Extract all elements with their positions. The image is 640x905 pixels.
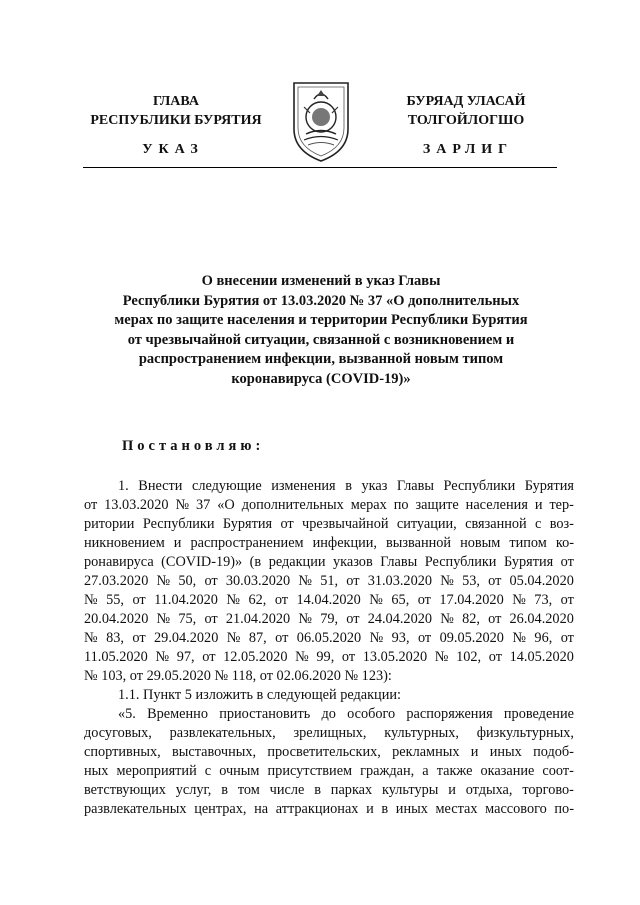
body-word: 83, [106, 630, 124, 646]
body-word: ронавируса [84, 554, 154, 570]
body-word: иных [489, 744, 522, 760]
body-word: особого [347, 706, 396, 722]
body-word: в [314, 782, 321, 798]
body-line [84, 781, 574, 800]
body-word: от [488, 649, 502, 665]
document-title [106, 272, 536, 389]
body-word: 99, [316, 649, 335, 665]
body-word: 06.05.2020 [296, 630, 362, 646]
body-word: Временно [147, 706, 208, 722]
body-word: № [440, 611, 454, 627]
body-word: № [298, 573, 313, 589]
body-word: 29.04.2020 [154, 630, 219, 646]
body-word: соот- [542, 763, 574, 779]
body-word: Бурятия [503, 554, 554, 570]
body-word: от [204, 611, 218, 627]
body-word: ритории [84, 516, 135, 532]
body-word: 97, [176, 649, 195, 665]
body-word: 14.04.2020 [296, 592, 361, 608]
body-word: Бурятия [222, 516, 273, 532]
body-word: от [341, 649, 356, 665]
decree-word: Постановляю: [122, 438, 265, 454]
header-divider [83, 167, 557, 168]
title-line: мерах по защите населения и территории Республики Бурятия [114, 312, 528, 328]
body-word: культурных, [384, 725, 459, 741]
header-left-line1: ГЛАВА [153, 94, 199, 109]
body-word: до [321, 706, 336, 722]
body-word: указ [361, 478, 388, 494]
body-word: (COVID-19)» [161, 554, 243, 570]
body-line [84, 515, 574, 534]
body-word: № [434, 649, 449, 665]
header-right-line1: БУРЯАД УЛАСАЙ [406, 94, 526, 109]
body-line [84, 629, 574, 648]
body-word: массового [485, 801, 547, 817]
header-left-line2: РЕСПУБЛИКИ БУРЯТИЯ [90, 113, 262, 128]
body-word: с [204, 763, 212, 779]
body-word: 87, [248, 630, 267, 646]
body-word: а [422, 763, 429, 779]
body-word: 30.03.2020 [225, 573, 291, 589]
body-word: от [280, 516, 294, 532]
body-word: 21.04.2020 [225, 611, 291, 627]
body-word: № [175, 497, 190, 513]
body-word: том [237, 782, 260, 798]
body-word: «О [217, 497, 235, 513]
body-word: и [448, 782, 456, 798]
body-word: и [470, 744, 479, 760]
body-word: 82, [462, 611, 480, 627]
body-word: с [535, 516, 542, 532]
body-word: № [156, 611, 171, 627]
body-word: Республики [443, 478, 516, 494]
body-word: 73, [534, 592, 553, 608]
body-word: и [534, 497, 543, 513]
body-word: № [369, 592, 383, 608]
body-word: и [173, 535, 182, 551]
body-line [84, 648, 574, 667]
coat-of-arms-icon [290, 77, 352, 163]
body-word: № [84, 592, 98, 608]
body-word: редакции [268, 554, 326, 570]
body-word: 13.03.2020 [104, 497, 169, 513]
body-word: (в [249, 554, 262, 570]
body-word: № [84, 630, 98, 646]
body-word: № [155, 649, 170, 665]
body-word: № [369, 630, 384, 646]
body-word: Бурятия [524, 478, 574, 494]
body-word: мероприятий [116, 763, 197, 779]
body-word: аттракционах [275, 801, 359, 817]
body-word: чрезвычайной [302, 516, 389, 532]
body-word: 27.03.2020 [84, 573, 149, 589]
body-word: подоб- [533, 744, 574, 760]
body-line [84, 800, 574, 819]
body-word: услуг, [175, 782, 212, 798]
body-word: № [156, 573, 171, 589]
title-line: распространением инфекции, вызванной новым типом [138, 351, 504, 367]
body-word: центрах, [194, 801, 247, 817]
body-word: тер- [549, 497, 574, 513]
body-word: 51, [320, 573, 339, 589]
body-word: от [560, 630, 574, 646]
body-word: 31.03.2020 [367, 573, 433, 589]
body-word: № [512, 592, 526, 608]
body-word: «5. [118, 706, 136, 722]
body-word: оказание [480, 763, 535, 779]
body-word: от [204, 573, 218, 589]
body-word: в [381, 801, 389, 817]
body-word: 17.04.2020 [439, 592, 504, 608]
body-word: 05.04.2020 [509, 573, 574, 589]
body-word: от [488, 611, 502, 627]
title-line: Республики Бурятия от 13.03.2020 № 37 «О дополнительных [122, 292, 520, 309]
body-word: проведение [503, 706, 574, 722]
body-word: зрелищных, [293, 725, 367, 741]
body-word: по [393, 497, 409, 513]
body-word: распространением [190, 535, 304, 551]
body-word: следующие [191, 478, 262, 494]
body-word: и [366, 801, 374, 817]
body-word: ветствующих [84, 782, 166, 798]
body-word: от [275, 630, 289, 646]
body-word: рекламных [392, 744, 460, 760]
body-word: 1. [118, 478, 129, 494]
body-word: 65, [391, 592, 410, 608]
body-word: дополнительных [241, 497, 344, 513]
header-right-title [378, 92, 554, 130]
body-word: 62, [248, 592, 267, 608]
body-word: № [226, 630, 241, 646]
body-word: присутствием [267, 763, 353, 779]
body-word: досуговых, [84, 725, 152, 741]
body-word: от [84, 497, 98, 513]
body-word: от [417, 592, 431, 608]
body-word: выставочных, [172, 744, 257, 760]
body-word: 37 [196, 497, 211, 513]
body-word: от [417, 630, 432, 646]
body-word: от [488, 573, 502, 589]
title-line: коронавируса (COVID-19)» [231, 370, 411, 387]
body-word: распоряжения [406, 706, 493, 722]
body-word: Республики [424, 554, 497, 570]
header-left-title [88, 92, 264, 130]
body-word: от [132, 592, 146, 608]
body-word: от [132, 630, 146, 646]
body-word: воз- [549, 516, 574, 532]
body-line [84, 743, 574, 762]
body-word: 96, [534, 630, 553, 646]
body-line [84, 572, 574, 591]
body-word: очным [219, 763, 260, 779]
body-word: 09.05.2020 [439, 630, 504, 646]
body-word: населения [465, 497, 528, 513]
body-word: № [440, 573, 454, 589]
body-word: 75, [178, 611, 197, 627]
body-word: 11.05.2020 [84, 649, 148, 665]
body-line [84, 724, 574, 743]
body-word: от [346, 573, 360, 589]
body-word: изменения [271, 478, 336, 494]
body-word: от [560, 592, 574, 608]
title-line: от чрезвычайной ситуации, связанной с возникновением и [127, 331, 515, 348]
body-word: № [512, 630, 526, 646]
body-word: иных [395, 801, 428, 817]
body-word: в [221, 782, 228, 798]
body-word: 12.05.2020 [223, 649, 288, 665]
body-word: парках [330, 782, 373, 798]
body-word: на [254, 801, 269, 817]
body-line [84, 477, 574, 496]
body-word: числе [269, 782, 305, 798]
body-word: мерах [350, 497, 387, 513]
body-word: развлекательных, [169, 725, 276, 741]
body-word: 11.04.2020 [154, 592, 218, 608]
body-word: 79, [320, 611, 339, 627]
zarlig-label: ЗАРЛИГ [422, 142, 514, 157]
body-word: Главы [380, 554, 418, 570]
body-word: новым [460, 535, 501, 551]
body-word: 26.04.2020 [509, 611, 574, 627]
body-line [84, 762, 574, 781]
body-word: спортивных, [84, 744, 161, 760]
body-word: ных [84, 763, 109, 779]
body-word: 102, [456, 649, 482, 665]
body-word: культуры [382, 782, 439, 798]
body-word: местах [435, 801, 478, 817]
body-word: 53, [462, 573, 480, 589]
document-body [84, 477, 574, 819]
ukaz-label: УКАЗ [142, 142, 204, 157]
body-word: развлекательных [84, 801, 187, 817]
body-word: 93, [391, 630, 410, 646]
body-word: ситуации, [396, 516, 457, 532]
body-word: от [202, 649, 216, 665]
body-word: торгово- [522, 782, 574, 798]
body-line: № 103, от 29.05.2020 № 118, от 02.06.2020 № 123): [84, 668, 392, 684]
body-word: Внести [138, 478, 183, 494]
body-word: приостановить [219, 706, 311, 722]
body-word: вызванной [386, 535, 452, 551]
body-word: указов [333, 554, 373, 570]
body-word: никновением [84, 535, 165, 551]
body-word: 20.04.2020 [84, 611, 149, 627]
body-word: отдыха, [465, 782, 513, 798]
body-word: 50, [178, 573, 197, 589]
body-line [84, 496, 574, 515]
body-line [84, 553, 574, 572]
body-word: по- [554, 801, 574, 817]
body-word: Республики [142, 516, 215, 532]
body-word: от [346, 611, 360, 627]
body-line [84, 610, 574, 629]
body-line [84, 705, 574, 724]
body-line: 1.1. Пункт 5 изложить в следующей редакции: [118, 687, 401, 703]
body-word: типом [509, 535, 547, 551]
body-word: в [345, 478, 352, 494]
body-word: защите [415, 497, 459, 513]
body-word: 14.05.2020 [509, 649, 574, 665]
body-word: физкультурных, [476, 725, 574, 741]
body-word: № [226, 592, 241, 608]
body-word: инфекции, [312, 535, 378, 551]
body-line [84, 591, 574, 610]
body-word: от [560, 554, 574, 570]
body-line [84, 534, 574, 553]
header-right-line2: ТОЛГОЙЛОГШО [407, 113, 525, 128]
body-word: 24.04.2020 [367, 611, 433, 627]
body-word: ко- [555, 535, 574, 551]
body-word: Главы [396, 478, 434, 494]
body-word: 13.05.2020 [362, 649, 428, 665]
body-word: № [298, 611, 313, 627]
body-word: № [295, 649, 309, 665]
body-word: просветительских, [267, 744, 381, 760]
body-word: 55, [106, 592, 124, 608]
body-word: от [274, 592, 289, 608]
title-line: О внесении изменений в указ Главы [201, 273, 441, 289]
body-word: также [436, 763, 473, 779]
body-word: связанной [465, 516, 527, 532]
body-word: граждан, [360, 763, 415, 779]
